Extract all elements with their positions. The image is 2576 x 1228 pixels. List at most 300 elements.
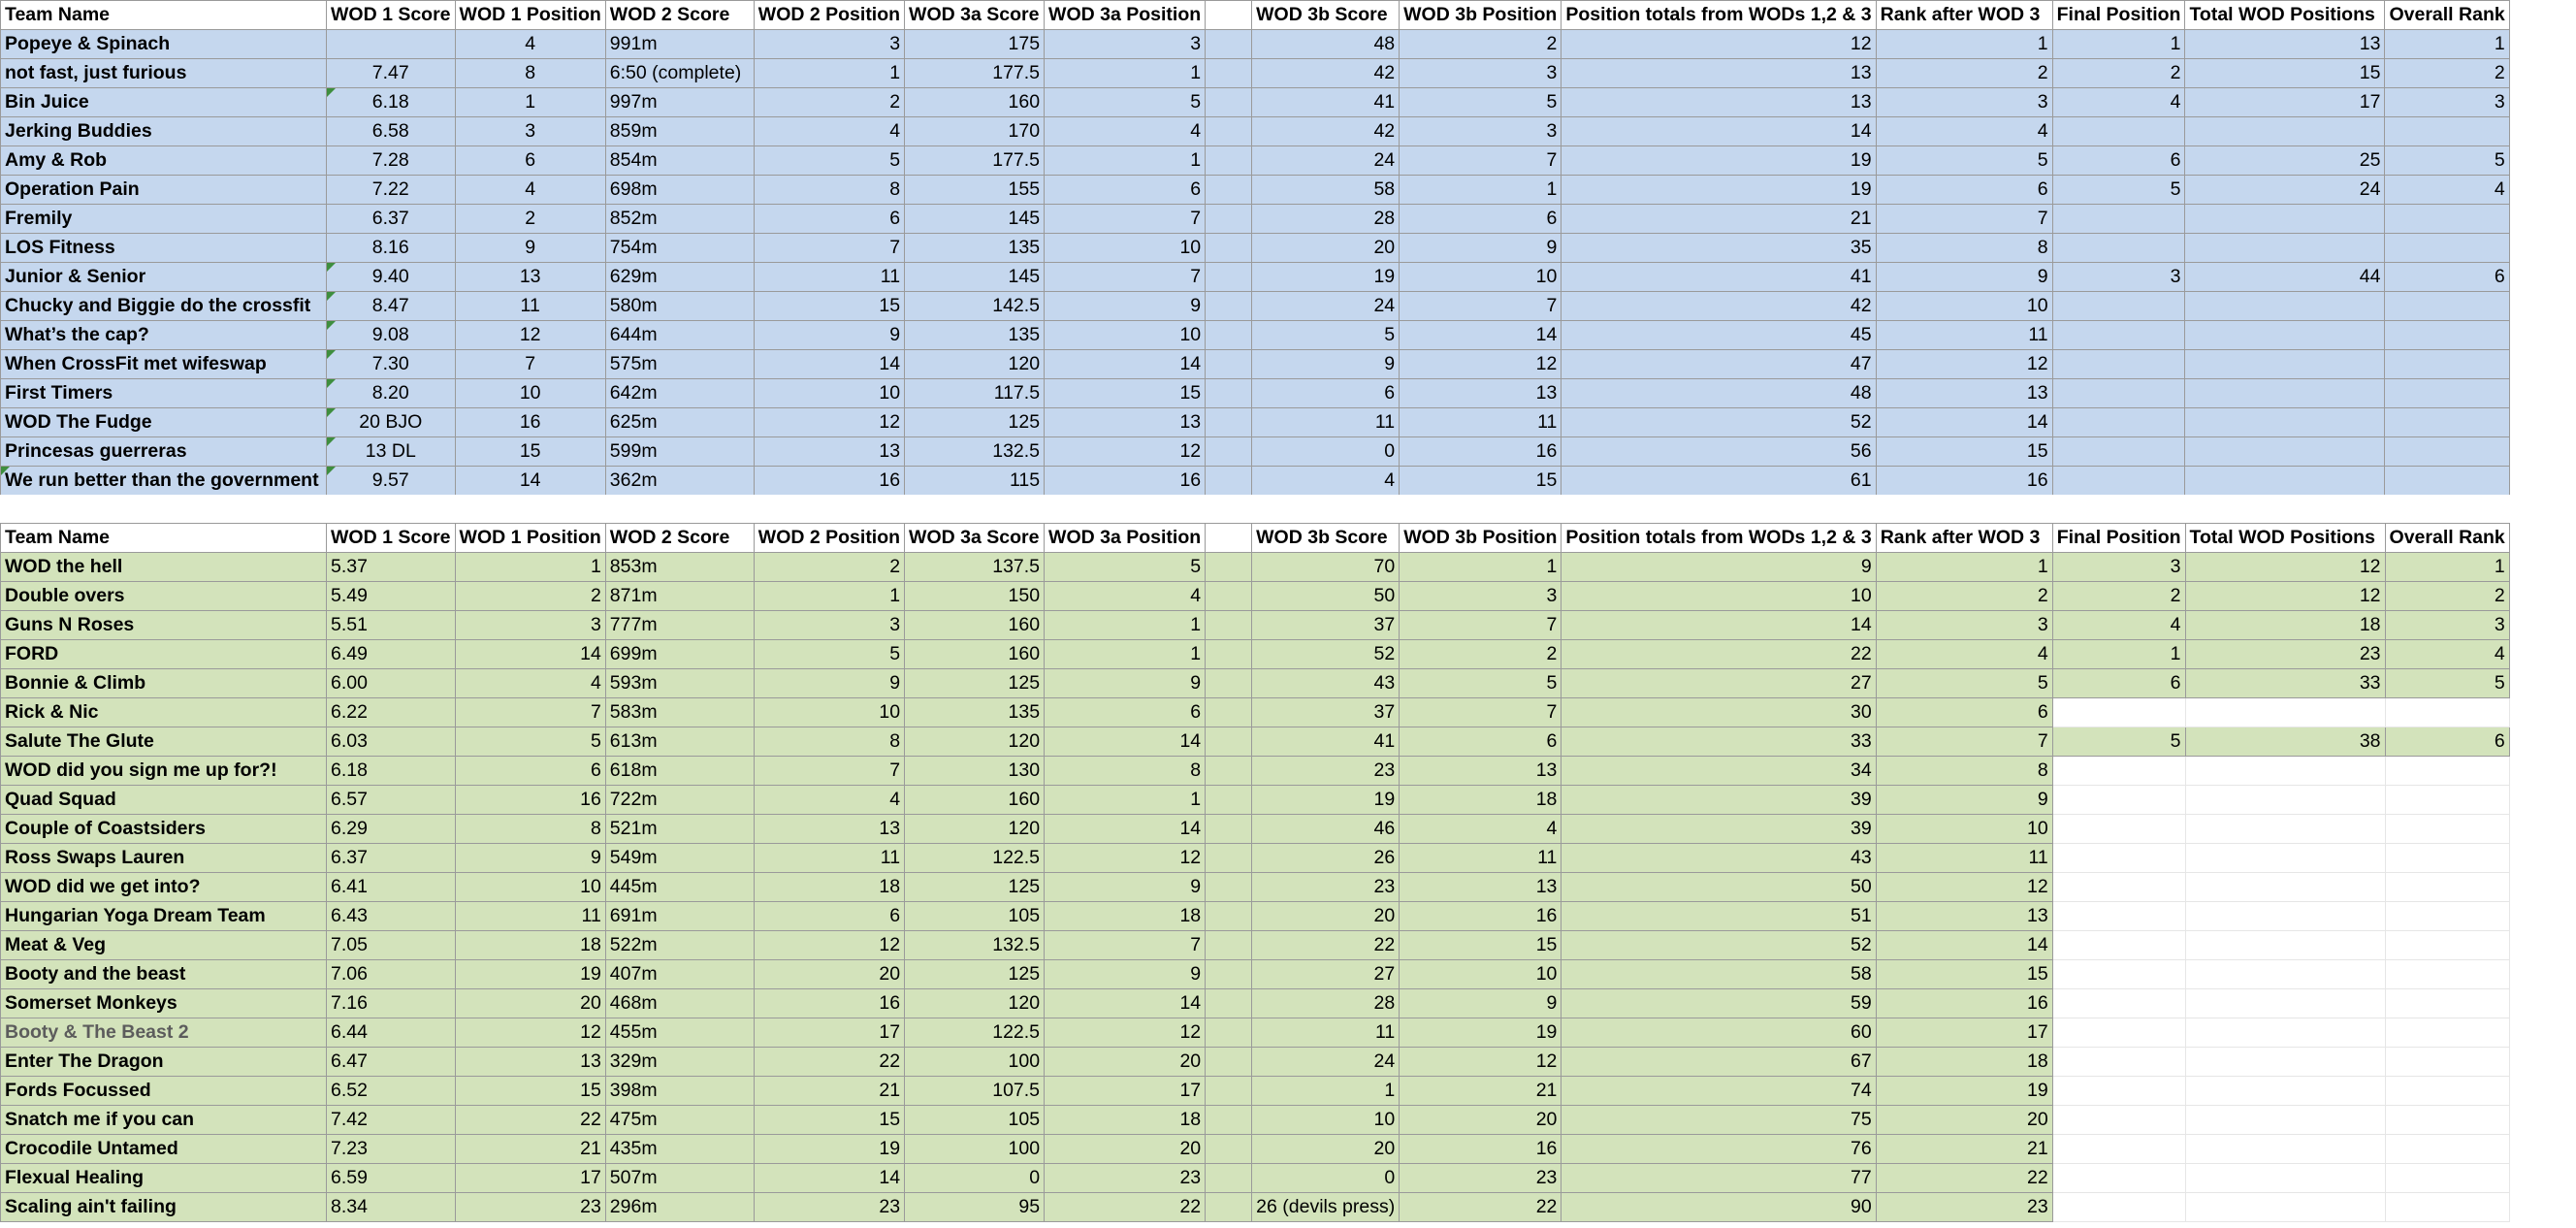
data-cell[interactable]: 77 (1562, 1164, 1876, 1193)
data-cell[interactable]: 9 (1876, 786, 2052, 815)
data-cell[interactable]: 7 (1045, 205, 1206, 234)
data-cell[interactable] (2185, 757, 2385, 786)
column-header[interactable]: Final Position (2052, 1, 2185, 30)
data-cell[interactable]: 12 (1400, 350, 1562, 379)
data-cell[interactable]: 435m (605, 1135, 754, 1164)
data-cell[interactable]: 48 (1562, 379, 1876, 408)
data-cell[interactable]: 2 (2385, 59, 2509, 88)
data-cell[interactable]: 6.03 (327, 727, 456, 757)
data-cell[interactable] (2385, 205, 2509, 234)
data-cell[interactable] (2185, 989, 2385, 1018)
data-cell[interactable]: 13 (455, 1048, 605, 1077)
data-cell[interactable]: 6.47 (327, 1048, 456, 1077)
data-cell[interactable]: 20 (1400, 1106, 1562, 1135)
data-cell[interactable] (2185, 205, 2385, 234)
data-cell[interactable]: 13 DL (327, 437, 456, 467)
data-cell[interactable]: 10 (1876, 292, 2052, 321)
data-cell[interactable]: 16 (1876, 467, 2052, 496)
data-cell[interactable] (2052, 205, 2185, 234)
data-cell[interactable]: 15 (455, 1077, 605, 1106)
data-cell[interactable]: 6.43 (327, 902, 456, 931)
data-cell[interactable]: 4 (1045, 582, 1206, 611)
data-cell[interactable]: 19 (1252, 786, 1400, 815)
team-name-cell[interactable]: Popeye & Spinach (1, 30, 327, 59)
team-name-cell[interactable]: We run better than the government (1, 467, 327, 496)
data-cell[interactable]: 35 (1562, 234, 1876, 263)
data-cell[interactable]: 177.5 (905, 59, 1045, 88)
data-cell[interactable]: 2 (455, 582, 605, 611)
data-cell[interactable]: 13 (455, 263, 605, 292)
column-header[interactable]: WOD 3b Position (1400, 524, 1562, 553)
spacer-cell[interactable] (1206, 640, 1252, 669)
data-cell[interactable]: 4 (754, 786, 904, 815)
data-cell[interactable]: 76 (1562, 1135, 1876, 1164)
data-cell[interactable]: 5 (455, 727, 605, 757)
column-header[interactable]: Team Name (1, 1, 327, 30)
data-cell[interactable]: 1 (455, 553, 605, 582)
data-cell[interactable] (2385, 350, 2509, 379)
data-cell[interactable]: 6 (754, 902, 904, 931)
data-cell[interactable]: 74 (1562, 1077, 1876, 1106)
data-cell[interactable] (2052, 1077, 2185, 1106)
data-cell[interactable]: 6.58 (327, 117, 456, 146)
data-cell[interactable] (2052, 1048, 2185, 1077)
data-cell[interactable]: 5 (1252, 321, 1400, 350)
data-cell[interactable]: 4 (1400, 815, 1562, 844)
team-name-cell[interactable]: Salute The Glute (1, 727, 327, 757)
data-cell[interactable]: 23 (754, 1193, 904, 1222)
spacer-cell[interactable] (1206, 379, 1252, 408)
data-cell[interactable]: 16 (1876, 989, 2052, 1018)
data-cell[interactable]: 58 (1562, 960, 1876, 989)
column-header[interactable]: WOD 2 Score (605, 524, 754, 553)
data-cell[interactable]: 132.5 (905, 931, 1045, 960)
data-cell[interactable]: 6.37 (327, 205, 456, 234)
data-cell[interactable]: 8 (754, 176, 904, 205)
data-cell[interactable]: 21 (1876, 1135, 2052, 1164)
data-cell[interactable]: 23 (2185, 640, 2385, 669)
data-cell[interactable] (2385, 437, 2509, 467)
data-cell[interactable]: 6.18 (327, 757, 456, 786)
data-cell[interactable] (2185, 379, 2385, 408)
data-cell[interactable]: 10 (455, 379, 605, 408)
data-cell[interactable]: 11 (1252, 1018, 1400, 1048)
data-cell[interactable]: 2 (1876, 59, 2052, 88)
data-cell[interactable]: 135 (905, 698, 1045, 727)
data-cell[interactable]: 12 (1562, 30, 1876, 59)
data-cell[interactable]: 120 (905, 815, 1045, 844)
data-cell[interactable]: 22 (1252, 931, 1400, 960)
data-cell[interactable]: 2 (2385, 582, 2509, 611)
data-cell[interactable]: 1 (1045, 59, 1206, 88)
data-cell[interactable]: 6.57 (327, 786, 456, 815)
data-cell[interactable]: 6.18 (327, 88, 456, 117)
data-cell[interactable]: 5 (754, 640, 904, 669)
data-cell[interactable]: 625m (605, 408, 754, 437)
data-cell[interactable]: 4 (754, 117, 904, 146)
data-cell[interactable]: 13 (1876, 379, 2052, 408)
team-name-cell[interactable]: not fast, just furious (1, 59, 327, 88)
data-cell[interactable] (2185, 698, 2385, 727)
data-cell[interactable]: 7.47 (327, 59, 456, 88)
data-cell[interactable]: 14 (1045, 989, 1206, 1018)
spacer-cell[interactable] (1206, 902, 1252, 931)
data-cell[interactable]: 50 (1562, 873, 1876, 902)
data-cell[interactable]: 580m (605, 292, 754, 321)
data-cell[interactable]: 125 (905, 960, 1045, 989)
data-cell[interactable]: 120 (905, 350, 1045, 379)
data-cell[interactable]: 722m (605, 786, 754, 815)
column-header[interactable]: WOD 1 Score (327, 524, 456, 553)
data-cell[interactable]: 5.37 (327, 553, 456, 582)
data-cell[interactable]: 11 (754, 844, 904, 873)
data-cell[interactable]: 7.23 (327, 1135, 456, 1164)
data-cell[interactable] (2052, 1135, 2185, 1164)
data-cell[interactable]: 13 (1400, 379, 1562, 408)
spacer-cell[interactable] (1206, 1164, 1252, 1193)
data-cell[interactable]: 5 (2385, 146, 2509, 176)
data-cell[interactable]: 6 (2385, 263, 2509, 292)
data-cell[interactable]: 7 (1400, 611, 1562, 640)
team-name-cell[interactable]: Junior & Senior (1, 263, 327, 292)
data-cell[interactable]: 11 (1876, 321, 2052, 350)
data-cell[interactable] (2185, 467, 2385, 496)
data-cell[interactable]: 5.51 (327, 611, 456, 640)
data-cell[interactable] (2052, 931, 2185, 960)
data-cell[interactable]: 155 (905, 176, 1045, 205)
data-cell[interactable]: 9 (1400, 989, 1562, 1018)
data-cell[interactable]: 20 (455, 989, 605, 1018)
data-cell[interactable]: 5 (2052, 176, 2185, 205)
data-cell[interactable]: 19 (1562, 146, 1876, 176)
data-cell[interactable]: 599m (605, 437, 754, 467)
data-cell[interactable]: 6 (2385, 727, 2509, 757)
data-cell[interactable]: 23 (455, 1193, 605, 1222)
team-name-cell[interactable]: Snatch me if you can (1, 1106, 327, 1135)
data-cell[interactable]: 7 (1400, 292, 1562, 321)
data-cell[interactable]: 10 (1045, 234, 1206, 263)
data-cell[interactable]: 14 (1400, 321, 1562, 350)
data-cell[interactable]: 33 (2185, 669, 2385, 698)
data-cell[interactable]: 7.16 (327, 989, 456, 1018)
data-cell[interactable]: 3 (1400, 59, 1562, 88)
data-cell[interactable] (2185, 931, 2385, 960)
data-cell[interactable]: 698m (605, 176, 754, 205)
data-cell[interactable]: 6 (1252, 379, 1400, 408)
data-cell[interactable] (2052, 117, 2185, 146)
data-cell[interactable]: 8.34 (327, 1193, 456, 1222)
data-cell[interactable]: 14 (754, 1164, 904, 1193)
data-cell[interactable]: 95 (905, 1193, 1045, 1222)
data-cell[interactable]: 9 (1562, 553, 1876, 582)
column-header[interactable]: Team Name (1, 524, 327, 553)
data-cell[interactable]: 24 (1252, 292, 1400, 321)
data-cell[interactable]: 6 (455, 146, 605, 176)
data-cell[interactable]: 6 (1045, 698, 1206, 727)
data-cell[interactable]: 10 (1876, 815, 2052, 844)
team-name-cell[interactable]: FORD (1, 640, 327, 669)
data-cell[interactable]: 7 (1045, 931, 1206, 960)
data-cell[interactable]: 14 (1562, 611, 1876, 640)
data-cell[interactable]: 4 (455, 669, 605, 698)
data-cell[interactable]: 1 (754, 59, 904, 88)
data-cell[interactable]: 398m (605, 1077, 754, 1106)
data-cell[interactable]: 1 (1045, 786, 1206, 815)
data-cell[interactable]: 43 (1562, 844, 1876, 873)
data-cell[interactable]: 15 (2185, 59, 2385, 88)
data-cell[interactable]: 5 (1400, 669, 1562, 698)
data-cell[interactable]: 19 (1876, 1077, 2052, 1106)
data-cell[interactable]: 9.08 (327, 321, 456, 350)
data-cell[interactable]: 1 (1045, 611, 1206, 640)
data-cell[interactable]: 1 (1045, 146, 1206, 176)
data-cell[interactable]: 41 (1252, 727, 1400, 757)
data-cell[interactable] (2185, 1018, 2385, 1048)
data-cell[interactable]: 5.49 (327, 582, 456, 611)
data-cell[interactable]: 25 (2185, 146, 2385, 176)
data-cell[interactable]: 130 (905, 757, 1045, 786)
data-cell[interactable]: 15 (1400, 931, 1562, 960)
data-cell[interactable]: 160 (905, 611, 1045, 640)
data-cell[interactable]: 1 (2385, 553, 2509, 582)
data-cell[interactable]: 20 (754, 960, 904, 989)
data-cell[interactable]: 100 (905, 1048, 1045, 1077)
data-cell[interactable] (2185, 902, 2385, 931)
data-cell[interactable]: 13 (1400, 757, 1562, 786)
data-cell[interactable]: 7 (1876, 727, 2052, 757)
data-cell[interactable]: 11 (1400, 408, 1562, 437)
data-cell[interactable]: 6 (754, 205, 904, 234)
data-cell[interactable] (2385, 408, 2509, 437)
data-cell[interactable]: 6 (1876, 698, 2052, 727)
data-cell[interactable]: 150 (905, 582, 1045, 611)
data-cell[interactable]: 47 (1562, 350, 1876, 379)
spacer-cell[interactable] (1206, 146, 1252, 176)
data-cell[interactable] (2052, 1193, 2185, 1222)
data-cell[interactable]: 19 (455, 960, 605, 989)
data-cell[interactable]: 6 (1045, 176, 1206, 205)
data-cell[interactable] (2052, 321, 2185, 350)
team-name-cell[interactable]: Booty & The Beast 2 (1, 1018, 327, 1048)
column-header[interactable]: Position totals from WODs 1,2 & 3 (1562, 524, 1876, 553)
data-cell[interactable] (2185, 408, 2385, 437)
data-cell[interactable]: 8 (1876, 234, 2052, 263)
spacer-cell[interactable] (1206, 989, 1252, 1018)
data-cell[interactable]: 15 (754, 292, 904, 321)
data-cell[interactable] (2185, 960, 2385, 989)
data-cell[interactable]: 37 (1252, 611, 1400, 640)
data-cell[interactable]: 52 (1562, 408, 1876, 437)
data-cell[interactable] (2052, 234, 2185, 263)
data-cell[interactable]: 2 (754, 553, 904, 582)
data-cell[interactable]: 12 (1045, 844, 1206, 873)
data-cell[interactable] (2052, 292, 2185, 321)
data-cell[interactable]: 16 (754, 989, 904, 1018)
data-cell[interactable]: 407m (605, 960, 754, 989)
data-cell[interactable]: 11 (1252, 408, 1400, 437)
data-cell[interactable]: 59 (1562, 989, 1876, 1018)
spacer-cell[interactable] (1206, 611, 1252, 640)
data-cell[interactable]: 7.22 (327, 176, 456, 205)
data-cell[interactable]: 145 (905, 205, 1045, 234)
data-cell[interactable]: 14 (1045, 350, 1206, 379)
data-cell[interactable]: 14 (1562, 117, 1876, 146)
data-cell[interactable]: 613m (605, 727, 754, 757)
data-cell[interactable]: 61 (1562, 467, 1876, 496)
data-cell[interactable]: 691m (605, 902, 754, 931)
spacer-cell[interactable] (1206, 786, 1252, 815)
data-cell[interactable]: 13 (1045, 408, 1206, 437)
spacer-cell[interactable] (1206, 1106, 1252, 1135)
data-cell[interactable]: 8 (455, 815, 605, 844)
data-cell[interactable]: 52 (1252, 640, 1400, 669)
data-cell[interactable] (2185, 873, 2385, 902)
data-cell[interactable]: 43 (1252, 669, 1400, 698)
data-cell[interactable]: 122.5 (905, 844, 1045, 873)
spacer-cell[interactable] (1206, 757, 1252, 786)
data-cell[interactable] (2385, 467, 2509, 496)
data-cell[interactable]: 9 (1045, 960, 1206, 989)
data-cell[interactable]: 9.57 (327, 467, 456, 496)
data-cell[interactable]: 3 (455, 611, 605, 640)
data-cell[interactable] (2052, 815, 2185, 844)
data-cell[interactable] (327, 30, 456, 59)
spacer-cell[interactable] (1206, 30, 1252, 59)
data-cell[interactable]: 70 (1252, 553, 1400, 582)
data-cell[interactable]: 6 (1400, 205, 1562, 234)
data-cell[interactable]: 23 (1876, 1193, 2052, 1222)
column-header[interactable]: Total WOD Positions (2185, 524, 2385, 553)
data-cell[interactable]: 3 (1876, 88, 2052, 117)
data-cell[interactable]: 9 (754, 321, 904, 350)
team-name-cell[interactable]: Hungarian Yoga Dream Team (1, 902, 327, 931)
data-cell[interactable]: 3 (2052, 263, 2185, 292)
data-cell[interactable]: 13 (1562, 88, 1876, 117)
data-cell[interactable]: 2 (2052, 582, 2185, 611)
data-cell[interactable]: 8 (754, 727, 904, 757)
data-cell[interactable]: 4 (1045, 117, 1206, 146)
data-cell[interactable]: 4 (1252, 467, 1400, 496)
data-cell[interactable] (2185, 815, 2385, 844)
data-cell[interactable]: 10 (455, 873, 605, 902)
data-cell[interactable]: 2 (1876, 582, 2052, 611)
data-cell[interactable] (2052, 379, 2185, 408)
data-cell[interactable]: 475m (605, 1106, 754, 1135)
data-cell[interactable]: 10 (1252, 1106, 1400, 1135)
data-cell[interactable]: 521m (605, 815, 754, 844)
data-cell[interactable]: 1 (754, 582, 904, 611)
data-cell[interactable] (2385, 815, 2509, 844)
spacer-cell[interactable] (1206, 437, 1252, 467)
column-spacer-cell[interactable] (1206, 1, 1252, 30)
data-cell[interactable]: 22 (455, 1106, 605, 1135)
data-cell[interactable]: 618m (605, 757, 754, 786)
data-cell[interactable] (2052, 873, 2185, 902)
spacer-cell[interactable] (1206, 931, 1252, 960)
data-cell[interactable]: 42 (1252, 59, 1400, 88)
team-name-cell[interactable]: Ross Swaps Lauren (1, 844, 327, 873)
spacer-cell[interactable] (1206, 960, 1252, 989)
data-cell[interactable]: 21 (1562, 205, 1876, 234)
data-cell[interactable]: 3 (1876, 611, 2052, 640)
data-cell[interactable] (2385, 1018, 2509, 1048)
team-name-cell[interactable]: Crocodile Untamed (1, 1135, 327, 1164)
data-cell[interactable]: 18 (754, 873, 904, 902)
data-cell[interactable] (2385, 117, 2509, 146)
data-cell[interactable] (2052, 960, 2185, 989)
data-cell[interactable]: 26 (1252, 844, 1400, 873)
data-cell[interactable] (2185, 1164, 2385, 1193)
data-cell[interactable]: 583m (605, 698, 754, 727)
data-cell[interactable]: 20 (1045, 1135, 1206, 1164)
data-cell[interactable]: 5 (1400, 88, 1562, 117)
data-cell[interactable]: 9 (1400, 234, 1562, 263)
data-cell[interactable] (2385, 1077, 2509, 1106)
data-cell[interactable]: 22 (1045, 1193, 1206, 1222)
data-cell[interactable]: 20 BJO (327, 408, 456, 437)
data-cell[interactable]: 1 (1252, 1077, 1400, 1106)
spacer-cell[interactable] (1206, 727, 1252, 757)
spacer-cell[interactable] (1206, 205, 1252, 234)
data-cell[interactable]: 1 (1876, 553, 2052, 582)
data-cell[interactable]: 6.52 (327, 1077, 456, 1106)
team-name-cell[interactable]: When CrossFit met wifeswap (1, 350, 327, 379)
data-cell[interactable]: 7.42 (327, 1106, 456, 1135)
data-cell[interactable]: 8.16 (327, 234, 456, 263)
spacer-cell[interactable] (1206, 1018, 1252, 1048)
data-cell[interactable]: 18 (455, 931, 605, 960)
data-cell[interactable]: 15 (1876, 437, 2052, 467)
data-cell[interactable]: 8.47 (327, 292, 456, 321)
data-cell[interactable]: 3 (455, 117, 605, 146)
data-cell[interactable]: 120 (905, 727, 1045, 757)
team-name-cell[interactable]: Enter The Dragon (1, 1048, 327, 1077)
data-cell[interactable]: 7 (1400, 146, 1562, 176)
team-name-cell[interactable]: Guns N Roses (1, 611, 327, 640)
data-cell[interactable]: 9 (754, 669, 904, 698)
team-name-cell[interactable]: LOS Fitness (1, 234, 327, 263)
data-cell[interactable]: 5 (754, 146, 904, 176)
spacer-cell[interactable] (1206, 321, 1252, 350)
data-cell[interactable]: 125 (905, 408, 1045, 437)
data-cell[interactable]: 12 (1400, 1048, 1562, 1077)
data-cell[interactable]: 39 (1562, 815, 1876, 844)
data-cell[interactable]: 20 (1252, 1135, 1400, 1164)
data-cell[interactable] (2385, 786, 2509, 815)
spacer-cell[interactable] (1206, 1077, 1252, 1106)
column-header[interactable]: WOD 2 Position (754, 524, 904, 553)
data-cell[interactable]: 15 (1045, 379, 1206, 408)
data-cell[interactable] (2185, 117, 2385, 146)
data-cell[interactable]: 2 (1400, 640, 1562, 669)
data-cell[interactable]: 5 (1876, 669, 2052, 698)
column-header[interactable]: WOD 1 Score (327, 1, 456, 30)
data-cell[interactable]: 7 (1045, 263, 1206, 292)
data-cell[interactable]: 11 (1876, 844, 2052, 873)
column-header[interactable]: WOD 3b Score (1252, 524, 1400, 553)
data-cell[interactable]: 58 (1252, 176, 1400, 205)
data-cell[interactable]: 5 (1876, 146, 2052, 176)
spacer-cell[interactable] (1206, 117, 1252, 146)
spacer-cell[interactable] (1206, 234, 1252, 263)
team-name-cell[interactable]: Quad Squad (1, 786, 327, 815)
data-cell[interactable]: 8 (455, 59, 605, 88)
data-cell[interactable] (2185, 844, 2385, 873)
data-cell[interactable]: 52 (1562, 931, 1876, 960)
data-cell[interactable]: 67 (1562, 1048, 1876, 1077)
data-cell[interactable] (2052, 844, 2185, 873)
data-cell[interactable]: 11 (455, 902, 605, 931)
